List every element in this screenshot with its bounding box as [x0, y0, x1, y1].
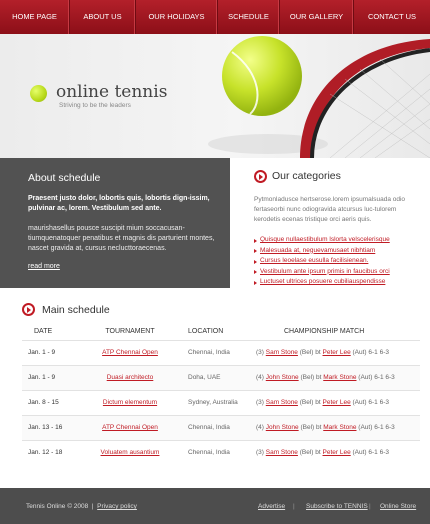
read-more-link[interactable]: read more	[28, 263, 60, 270]
player-link[interactable]: John Stone	[265, 374, 299, 381]
player-link[interactable]: Mark Stone	[323, 424, 357, 431]
privacy-link[interactable]: Privacy policy	[97, 503, 137, 510]
cell-match	[256, 340, 420, 365]
cell-match	[256, 365, 420, 390]
seed: (3)	[256, 349, 264, 356]
table-row	[22, 415, 420, 440]
score: (Aut) 6-1 6-3	[358, 424, 395, 431]
col-match: CHAMPIONSHIP MATCH	[284, 328, 365, 336]
categories-intro: Pytmonladusce hertserose.lorem ipsumalsuada odio fertaseorbi nunc odiogravida atcursus luc-tulorem kerodetis ecenas tristique orci aeris quis.	[254, 196, 406, 223]
nav-schedule[interactable]: SCHEDULE	[218, 0, 280, 34]
top-nav	[0, 0, 430, 34]
footer	[0, 488, 430, 524]
cell-location: Chennai, India	[188, 415, 256, 440]
score: (Aut) 6-1 6-3	[352, 399, 390, 406]
table-row	[22, 390, 420, 415]
match-result: (Bel) bt	[299, 399, 321, 406]
cell-date: Jan. 1 - 9	[22, 340, 72, 365]
match-result: (Bel) bt	[299, 449, 321, 457]
player-link[interactable]: John Stone	[265, 424, 299, 431]
col-tournament: TOURNAMENT	[105, 328, 155, 336]
cell-match	[256, 390, 420, 415]
col-date: DATE	[34, 328, 53, 336]
footer-store-link[interactable]: Online Store	[380, 503, 417, 510]
category-link[interactable]: Malesuada at, neguevamusaet nibhtiam	[254, 246, 390, 257]
player-link[interactable]: Peter Lee	[322, 449, 351, 457]
match-result: (Bel) bt	[300, 424, 322, 431]
about-lead: Praesent justo dolor, lobortis quis, lobortis dign-issim, pulvinar ac, lorem. Vestibulum sed ante.	[28, 195, 210, 212]
cell-tournament-link[interactable]: Voluatem ausantium	[72, 440, 188, 465]
table-row	[22, 365, 420, 390]
cell-match	[256, 415, 420, 440]
player-link[interactable]: Peter Lee	[322, 349, 351, 356]
category-link[interactable]: Cursus leoelase eusulla facilisienean.	[254, 256, 390, 267]
about-panel	[0, 158, 230, 288]
score: (Aut) 6-1 6-3	[358, 374, 395, 381]
tennis-ball-icon	[30, 85, 47, 102]
cell-date: Jan. 13 - 16	[22, 415, 72, 440]
schedule-table	[22, 324, 420, 465]
site-logo-title[interactable]: online tennis	[56, 82, 168, 102]
seed: (3)	[256, 399, 264, 406]
footer-subscribe-link[interactable]: Subscribe to TENNIS	[306, 503, 368, 510]
match-result: (Bel) bt	[299, 349, 321, 356]
about-title: About schedule	[28, 172, 101, 184]
player-link[interactable]: Peter Lee	[322, 399, 351, 406]
nav-about[interactable]: ABOUT US	[70, 0, 136, 34]
score: (Aut) 6-1 6-3	[352, 349, 390, 356]
cell-tournament-link[interactable]: ATP Chennai Open	[72, 340, 188, 365]
footer-separator: |	[369, 503, 371, 510]
cell-date: Jan. 8 - 15	[22, 390, 72, 415]
cell-tournament-link[interactable]: ATP Chennai Open	[72, 415, 188, 440]
match-result: (Bel) bt	[300, 374, 322, 381]
category-link[interactable]: Vestibulum ante ipsum primis in faucibus orci	[254, 267, 390, 278]
player-link[interactable]: Mark Stone	[323, 374, 357, 381]
site-tagline: Striving to be the leaders	[59, 102, 131, 109]
footer-separator: |	[293, 503, 295, 510]
cell-match	[256, 440, 420, 465]
cell-location: Chennai, India	[188, 440, 256, 465]
table-row	[22, 340, 420, 365]
cell-date: Jan. 1 - 9	[22, 365, 72, 390]
arrow-circle-icon	[254, 170, 267, 183]
cell-location: Doha, UAE	[188, 365, 256, 390]
arrow-circle-icon	[22, 303, 35, 316]
categories-list	[254, 235, 390, 288]
category-link[interactable]: Luctuset ultrices posuere cubiliauspendisse	[254, 277, 390, 288]
cell-tournament-link[interactable]: Dictum elementum	[72, 390, 188, 415]
schedule-title: Main schedule	[42, 304, 110, 316]
about-text: maurishasellus pousce suscipit mium soccacusan-tiumquenatoquer penatibus et magnis dis parturient montes, nascet gravida at, cursus neclucttoraecenas.	[28, 225, 215, 252]
footer-advertise-link[interactable]: Advertise	[258, 503, 286, 510]
category-link[interactable]: Quisque nullaestibulum lslorta velscelerisque	[254, 235, 390, 246]
nav-gallery[interactable]: OUR GALLERY	[280, 0, 354, 34]
copyright: Tennis Online © 2008 | Privacy policy	[26, 503, 137, 510]
cell-date: Jan. 12 - 18	[22, 440, 72, 465]
categories-title: Our categories	[272, 170, 341, 182]
cell-location: Chennai, India	[188, 340, 256, 365]
cell-tournament-link[interactable]: Duasi architecto	[72, 365, 188, 390]
nav-holidays[interactable]: OUR HOLIDAYS	[136, 0, 218, 34]
player-link[interactable]: Sam Stone	[265, 349, 298, 356]
hero-banner	[0, 34, 430, 158]
seed: (3)	[256, 449, 264, 457]
cell-location: Sydney, Australia	[188, 390, 256, 415]
player-link[interactable]: Sam Stone	[265, 449, 298, 457]
col-location: LOCATION	[188, 328, 224, 336]
nav-contact[interactable]: CONTACT US	[367, 12, 417, 21]
nav-home[interactable]: HOME PAGE	[0, 0, 70, 34]
categories-panel	[230, 158, 430, 288]
player-link[interactable]: Sam Stone	[265, 399, 298, 406]
score: (Aut) 6-1 6-3	[352, 449, 390, 457]
copyright-text: Tennis Online © 2008	[26, 503, 89, 510]
table-row	[22, 440, 420, 465]
seed: (4)	[256, 424, 264, 431]
seed: (4)	[256, 374, 264, 381]
